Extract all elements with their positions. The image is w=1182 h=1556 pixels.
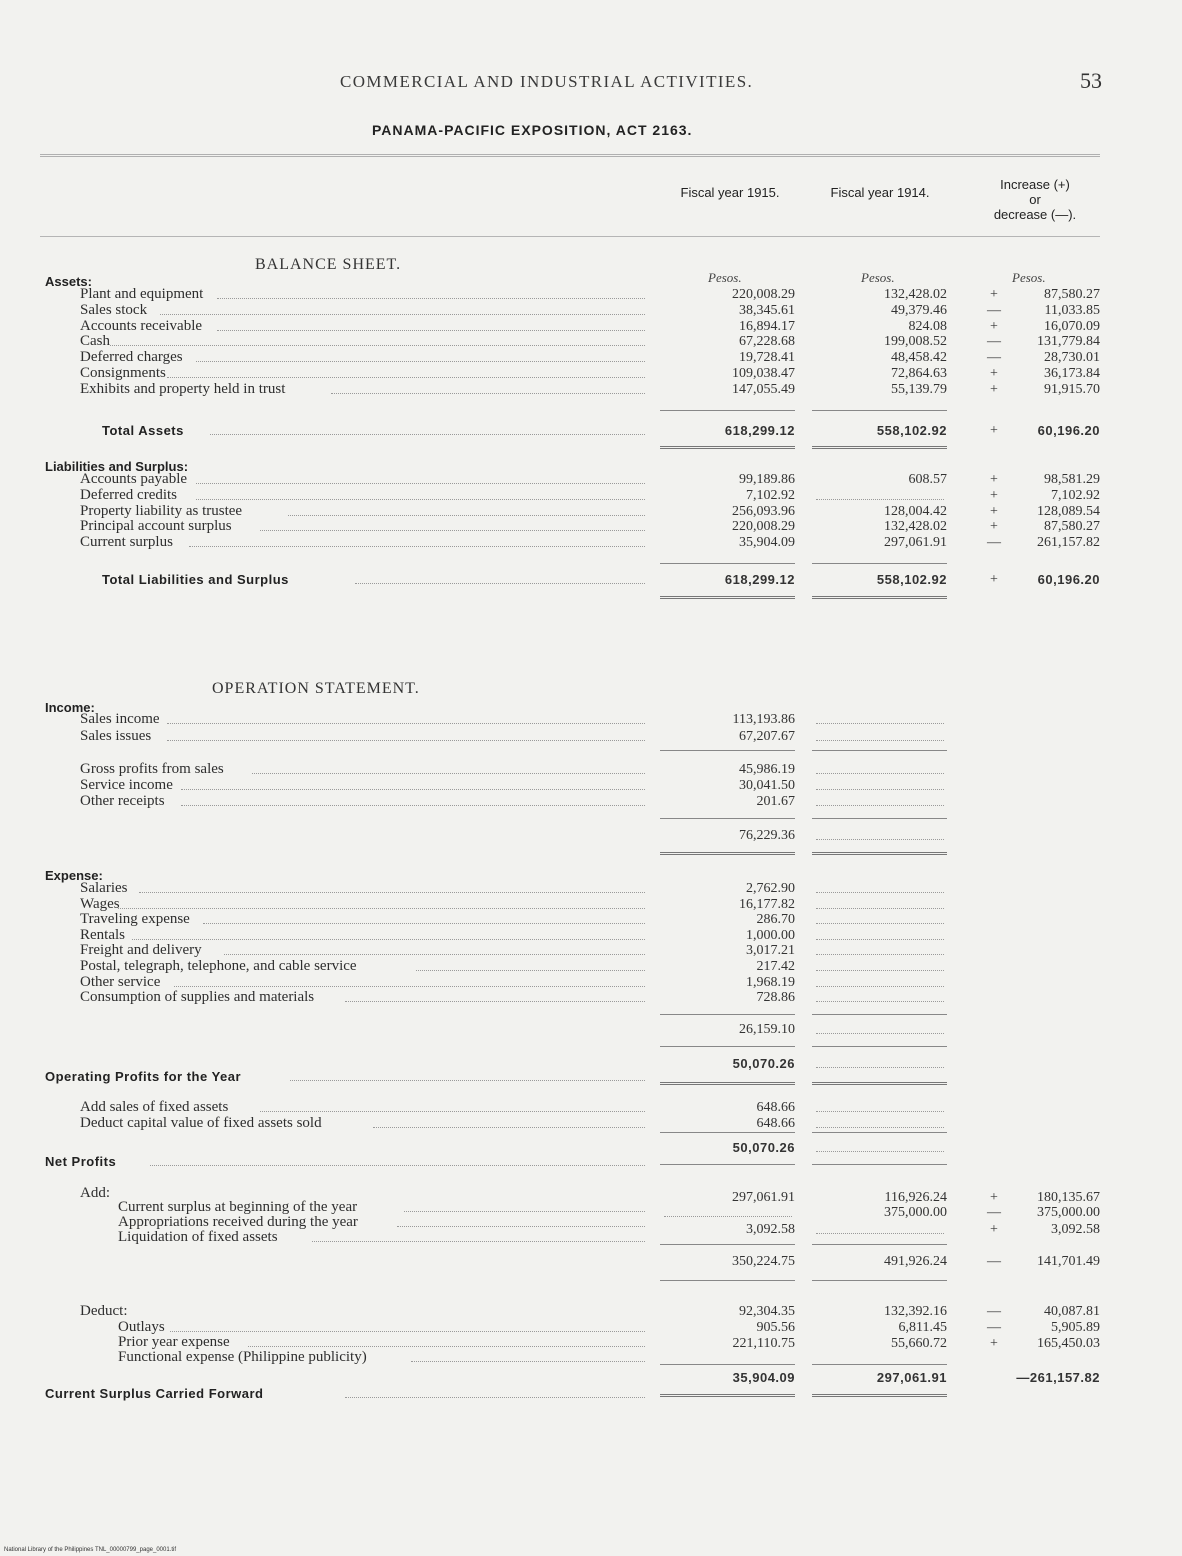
row-leader <box>189 546 646 547</box>
row-label: Exhibits and property held in trust <box>80 380 286 397</box>
row-value-1915: 45,986.19 <box>739 762 795 777</box>
row-value-1914: 72,864.63 <box>891 366 947 381</box>
row-empty-1914 <box>816 1151 944 1152</box>
income-total-1915: 76,229.36 <box>739 828 795 843</box>
carried-forward-change: —261,157.82 <box>1016 1370 1100 1385</box>
row-leader <box>196 361 645 362</box>
row-label: Other service <box>80 973 161 990</box>
row-label: Postal, telegraph, telephone, and cable service <box>80 958 357 974</box>
sum-rule-1915 <box>660 1364 795 1365</box>
row-label: Deferred charges <box>80 349 183 366</box>
row-sign: + <box>990 487 998 503</box>
add-total-sign: — <box>987 1254 1001 1269</box>
row-leader <box>139 892 645 893</box>
sum-rule-1915 <box>660 1132 795 1133</box>
deduct-item-change: 40,087.81 <box>1044 1304 1100 1319</box>
assets-heading: Assets: <box>45 274 92 289</box>
row-label: Principal account surplus <box>80 518 232 535</box>
row-leader <box>196 483 645 484</box>
row-value-1915: 286.70 <box>756 912 795 928</box>
row-change: 261,157.82 <box>1037 535 1100 551</box>
row-leader <box>167 377 645 378</box>
row-empty-1914 <box>816 1033 944 1034</box>
sum-rule-1915 <box>660 852 795 855</box>
sum-rule-1915 <box>660 1280 795 1281</box>
row-value-1914: 199,008.52 <box>884 334 947 350</box>
row-label: Wages <box>80 895 120 912</box>
row-empty-1914 <box>816 1001 944 1002</box>
row-label: Service income <box>80 777 173 793</box>
deduct-item-label: Prior year expense <box>118 1334 230 1350</box>
row-leader <box>224 954 645 955</box>
row-label: Freight and delivery <box>80 942 202 959</box>
row-sign: — <box>987 302 1001 318</box>
row-empty-1914 <box>816 970 944 971</box>
row-value-1915: 38,345.61 <box>739 302 795 318</box>
add-item-change: 180,135.67 <box>1037 1190 1100 1205</box>
row-label: Salaries <box>80 880 128 896</box>
row-value-1915: 16,894.17 <box>739 318 795 334</box>
row-leader <box>416 970 645 971</box>
operating-profits-leader <box>290 1080 645 1081</box>
row-change: 7,102.92 <box>1051 487 1100 503</box>
sum-rule-1914 <box>812 818 947 819</box>
deduct-item-1914: 6,811.45 <box>898 1320 947 1335</box>
row-label: Sales stock <box>80 301 148 318</box>
row-value-1915: 16,177.82 <box>739 896 795 912</box>
add-item-label: Liquidation of fixed assets <box>118 1229 278 1245</box>
deduct-item-sign: — <box>987 1304 1001 1319</box>
liabilities-sum-rule-1915 <box>660 563 795 564</box>
sum-rule-1915 <box>660 818 795 819</box>
deduct-item-label: Outlays <box>118 1319 165 1335</box>
sum-rule-1915 <box>660 1244 795 1245</box>
row-label: Add sales of fixed assets <box>80 1099 229 1115</box>
add-total-change: 141,701.49 <box>1037 1254 1100 1269</box>
column-heading-rule <box>40 236 1100 237</box>
deduct-heading: Deduct: <box>80 1303 128 1319</box>
sum-rule-1915 <box>660 1046 795 1047</box>
row-change: 128,089.54 <box>1037 503 1100 519</box>
row-value-1914: 55,139.79 <box>891 381 947 397</box>
row-leader <box>217 298 645 299</box>
row-value-1915: 1,968.19 <box>746 974 795 990</box>
row-change: 87,580.27 <box>1044 519 1100 535</box>
row-label: Deduct capital value of fixed assets sold <box>80 1115 322 1131</box>
column-heading-1915: Fiscal year 1915. <box>680 185 780 200</box>
operating-profits-1915: 50,070.26 <box>732 1056 795 1071</box>
unit-label-1915: Pesos. <box>708 270 742 285</box>
row-value-1915: 220,008.29 <box>732 519 795 535</box>
footer-text: National Library of the Philippines TNL_00000799_page_0001.tif <box>4 1547 177 1553</box>
row-value-1915: 648.66 <box>756 1116 795 1131</box>
unit-label-change: Pesos. <box>1012 270 1046 285</box>
total-assets-leader <box>210 434 645 435</box>
row-value-1915: 67,207.67 <box>739 729 795 744</box>
row-value-1915: 109,038.47 <box>732 366 795 381</box>
operation-statement-title: OPERATION STATEMENT. <box>212 680 420 697</box>
deduct-item-1914: 132,392.16 <box>884 1304 947 1319</box>
row-value-1915: 728.86 <box>756 990 795 1006</box>
add-item-leader <box>404 1211 645 1212</box>
row-leader <box>288 515 645 516</box>
deduct-item-leader <box>411 1361 645 1362</box>
row-leader <box>181 789 645 790</box>
carried-forward-label: Current Surplus Carried Forward <box>45 1386 264 1401</box>
deduct-item-label: Functional expense (Philippine publicity) <box>118 1349 367 1365</box>
add-item-1914-empty <box>816 1233 944 1234</box>
sum-rule-1915 <box>660 1394 795 1397</box>
total-liabilities-1915: 618,299.12 <box>724 572 795 587</box>
row-value-1914: 608.57 <box>908 472 947 487</box>
row-leader <box>167 740 645 741</box>
row-empty-1914 <box>816 923 944 924</box>
row-leader <box>181 805 645 806</box>
total-liabilities-change: 60,196.20 <box>1037 572 1100 587</box>
income-heading: Income: <box>45 700 95 715</box>
row-value-1914: 48,458.42 <box>891 350 947 366</box>
row-leader <box>373 1127 645 1128</box>
column-heading-change <box>960 177 1110 222</box>
row-leader <box>110 345 645 346</box>
row-empty-1914 <box>816 1127 944 1128</box>
row-leader <box>345 1001 645 1002</box>
row-leader <box>196 499 645 500</box>
row-value-1915: 7,102.92 <box>746 487 795 503</box>
deduct-item-1915: 905.56 <box>756 1320 795 1335</box>
row-empty-1914 <box>816 499 944 500</box>
row-leader <box>260 1111 646 1112</box>
balance-sheet-title: BALANCE SHEET. <box>255 256 402 273</box>
carried-forward-1915: 35,904.09 <box>732 1370 795 1385</box>
row-label: Deferred credits <box>80 486 178 503</box>
header-rule-top <box>40 154 1100 157</box>
sum-rule-1914 <box>812 1244 947 1245</box>
assets-sum-rule-1915 <box>660 410 795 411</box>
deduct-item-1914: 55,660.72 <box>891 1336 947 1351</box>
row-change: 98,581.29 <box>1044 472 1100 487</box>
row-label: Cash <box>80 333 110 350</box>
row-sign: + <box>990 381 998 397</box>
row-empty-1914 <box>816 839 944 840</box>
change-heading-line2: or <box>1029 192 1041 207</box>
add-item-sign: + <box>990 1222 998 1237</box>
total-assets-label: Total Assets <box>102 423 184 438</box>
net-profits-label: Net Profits <box>45 1154 117 1169</box>
row-leader <box>331 393 646 394</box>
row-label: Sales issues <box>80 728 152 744</box>
row-empty-1914 <box>816 939 944 940</box>
add-item-1914: 116,926.24 <box>884 1190 947 1205</box>
row-label: Consumption of supplies and materials <box>80 989 315 1006</box>
row-sign: + <box>990 519 998 535</box>
row-value-1915: 99,189.86 <box>739 472 795 487</box>
total-assets-1915: 618,299.12 <box>724 423 795 438</box>
row-value-1915: 256,093.96 <box>732 503 795 519</box>
operating-profits-label: Operating Profits for the Year <box>45 1069 242 1084</box>
sum-rule-1914 <box>812 1132 947 1133</box>
row-value-1915: 35,904.09 <box>739 535 795 551</box>
row-change: 91,915.70 <box>1044 381 1100 397</box>
row-leader <box>260 530 646 531</box>
row-value-1915: 147,055.49 <box>732 381 795 397</box>
row-change: 87,580.27 <box>1044 287 1100 302</box>
sum-rule-1914 <box>812 1014 947 1015</box>
row-sign: + <box>990 366 998 381</box>
add-item-sign: — <box>987 1205 1001 1220</box>
row-value-1914: 128,004.42 <box>884 503 947 519</box>
carried-forward-leader <box>345 1397 645 1398</box>
row-empty-1914 <box>816 892 944 893</box>
row-change: 11,033.85 <box>1044 302 1100 318</box>
liabilities-heading: Liabilities and Surplus: <box>45 459 189 474</box>
expense-total-1915: 26,159.10 <box>739 1022 795 1037</box>
row-sign: + <box>990 472 998 487</box>
row-leader <box>132 939 645 940</box>
row-empty-1914 <box>816 740 944 741</box>
row-label: Consignments <box>80 365 166 381</box>
net-profits-leader <box>150 1165 645 1166</box>
total-liabilities-leader <box>355 583 645 584</box>
row-label: Accounts receivable <box>80 317 203 334</box>
row-sign: + <box>990 318 998 334</box>
net-profits-1915: 50,070.26 <box>732 1140 795 1155</box>
row-value-1915: 2,762.90 <box>746 881 795 896</box>
row-label: Property liability as trustee <box>80 502 243 519</box>
deduct-item-sign: + <box>990 1336 998 1351</box>
carried-forward-1914: 297,061.91 <box>876 1370 947 1385</box>
add-item-sign: + <box>990 1190 998 1205</box>
row-value-1914: 132,428.02 <box>884 519 947 535</box>
row-leader <box>174 986 645 987</box>
row-value-1915: 30,041.50 <box>739 778 795 793</box>
row-value-1915: 201.67 <box>756 794 795 809</box>
row-value-1915: 648.66 <box>756 1100 795 1115</box>
total-assets-rule-1914 <box>812 446 947 449</box>
total-liabilities-rule-1914 <box>812 596 947 599</box>
row-label: Other receipts <box>80 793 165 809</box>
row-label: Sales income <box>80 711 160 727</box>
total-assets-change: 60,196.20 <box>1037 423 1100 438</box>
report-subtitle: PANAMA-PACIFIC EXPOSITION, ACT 2163. <box>372 122 693 138</box>
add-item-1915-empty <box>664 1216 792 1217</box>
row-label: Current surplus <box>80 534 173 551</box>
row-empty-1914 <box>816 805 944 806</box>
row-label: Gross profits from sales <box>80 761 224 777</box>
add-item-1914: 375,000.00 <box>884 1205 947 1220</box>
row-label: Accounts payable <box>80 471 188 487</box>
row-change: 16,070.09 <box>1044 318 1100 334</box>
sum-rule-1914 <box>812 1046 947 1047</box>
total-liabilities-rule-1915 <box>660 596 795 599</box>
liabilities-sum-rule-1914 <box>812 563 947 564</box>
assets-sum-rule-1914 <box>812 410 947 411</box>
row-change: 131,779.84 <box>1037 334 1100 350</box>
sum-rule-1914 <box>812 1164 947 1165</box>
row-value-1915: 220,008.29 <box>732 287 795 302</box>
deduct-item-1915: 221,110.75 <box>732 1336 795 1351</box>
total-liabilities-1914: 558,102.92 <box>876 572 947 587</box>
row-empty-1914 <box>816 986 944 987</box>
row-label: Plant and equipment <box>80 286 204 302</box>
sum-rule-1914 <box>812 1082 947 1085</box>
row-empty-1914 <box>816 1067 944 1068</box>
add-total-1915: 350,224.75 <box>732 1254 795 1269</box>
expense-heading: Expense: <box>45 868 103 883</box>
total-assets-sign: + <box>990 423 998 438</box>
deduct-item-change: 165,450.03 <box>1037 1336 1100 1351</box>
total-liabilities-sign: + <box>990 572 998 587</box>
total-liabilities-label: Total Liabilities and Surplus <box>102 572 289 587</box>
row-change: 28,730.01 <box>1044 350 1100 366</box>
sum-rule-1915 <box>660 1164 795 1165</box>
row-empty-1914 <box>816 773 944 774</box>
row-value-1915: 113,193.86 <box>732 712 795 727</box>
row-empty-1914 <box>816 723 944 724</box>
row-value-1914: 824.08 <box>908 318 947 334</box>
footer-note <box>4 1538 176 1556</box>
add-item-change: 375,000.00 <box>1037 1205 1100 1220</box>
sum-rule-1915 <box>660 1082 795 1085</box>
page-number: 53 <box>1080 68 1102 93</box>
row-value-1914: 132,428.02 <box>884 287 947 302</box>
change-heading-line1: Increase (+) <box>1000 177 1070 192</box>
column-heading-1914: Fiscal year 1914. <box>830 185 930 200</box>
row-leader <box>167 723 645 724</box>
sum-rule-1914 <box>812 852 947 855</box>
row-label: Rentals <box>80 926 125 943</box>
add-item-leader <box>312 1241 645 1242</box>
row-empty-1914 <box>816 789 944 790</box>
add-item-leader <box>397 1226 645 1227</box>
row-leader <box>252 773 645 774</box>
row-leader <box>217 330 645 331</box>
unit-label-1914: Pesos. <box>861 270 895 285</box>
add-total-1914: 491,926.24 <box>884 1254 947 1269</box>
add-item-label: Appropriations received during the year <box>118 1214 358 1230</box>
row-leader <box>203 923 645 924</box>
row-leader <box>160 314 645 315</box>
change-heading-line3: decrease (—). <box>993 207 1077 222</box>
row-empty-1914 <box>816 954 944 955</box>
row-sign: + <box>990 503 998 519</box>
total-assets-rule-1915 <box>660 446 795 449</box>
row-sign: — <box>987 535 1001 551</box>
row-label: Traveling expense <box>80 911 190 928</box>
row-value-1915: 217.42 <box>756 959 795 974</box>
add-item-change: 3,092.58 <box>1051 1222 1100 1237</box>
sum-rule-1914 <box>812 1280 947 1281</box>
row-value-1915: 3,017.21 <box>746 943 795 959</box>
deduct-item-sign: — <box>987 1320 1001 1335</box>
total-assets-1914: 558,102.92 <box>876 423 947 438</box>
row-value-1914: 49,379.46 <box>891 302 947 318</box>
row-sign: + <box>990 287 998 302</box>
row-empty-1914 <box>816 908 944 909</box>
row-value-1914: 297,061.91 <box>884 535 947 551</box>
deduct-item-leader <box>248 1346 645 1347</box>
row-value-1915: 67,228.68 <box>739 334 795 350</box>
sum-rule-1914 <box>812 1364 947 1365</box>
sum-rule-1914 <box>812 1394 947 1397</box>
row-empty-1914 <box>816 1111 944 1112</box>
deduct-item-leader <box>170 1331 645 1332</box>
row-value-1915: 1,000.00 <box>746 927 795 943</box>
row-sign: — <box>987 334 1001 350</box>
add-item-label: Current surplus at beginning of the year <box>118 1199 358 1215</box>
row-value-1915: 19,728.41 <box>739 350 795 366</box>
running-header: COMMERCIAL AND INDUSTRIAL ACTIVITIES. <box>340 72 754 91</box>
deduct-item-1915: 92,304.35 <box>739 1304 795 1319</box>
add-heading: Add: <box>80 1185 110 1201</box>
row-change: 36,173.84 <box>1044 366 1100 381</box>
deduct-item-change: 5,905.89 <box>1051 1320 1100 1335</box>
sum-rule-1915 <box>660 750 795 751</box>
add-item-1915: 297,061.91 <box>732 1190 795 1205</box>
sum-rule-1915 <box>660 1014 795 1015</box>
sum-rule-1914 <box>812 750 947 751</box>
add-item-1915: 3,092.58 <box>746 1222 795 1237</box>
row-sign: — <box>987 350 1001 366</box>
row-leader <box>118 908 646 909</box>
